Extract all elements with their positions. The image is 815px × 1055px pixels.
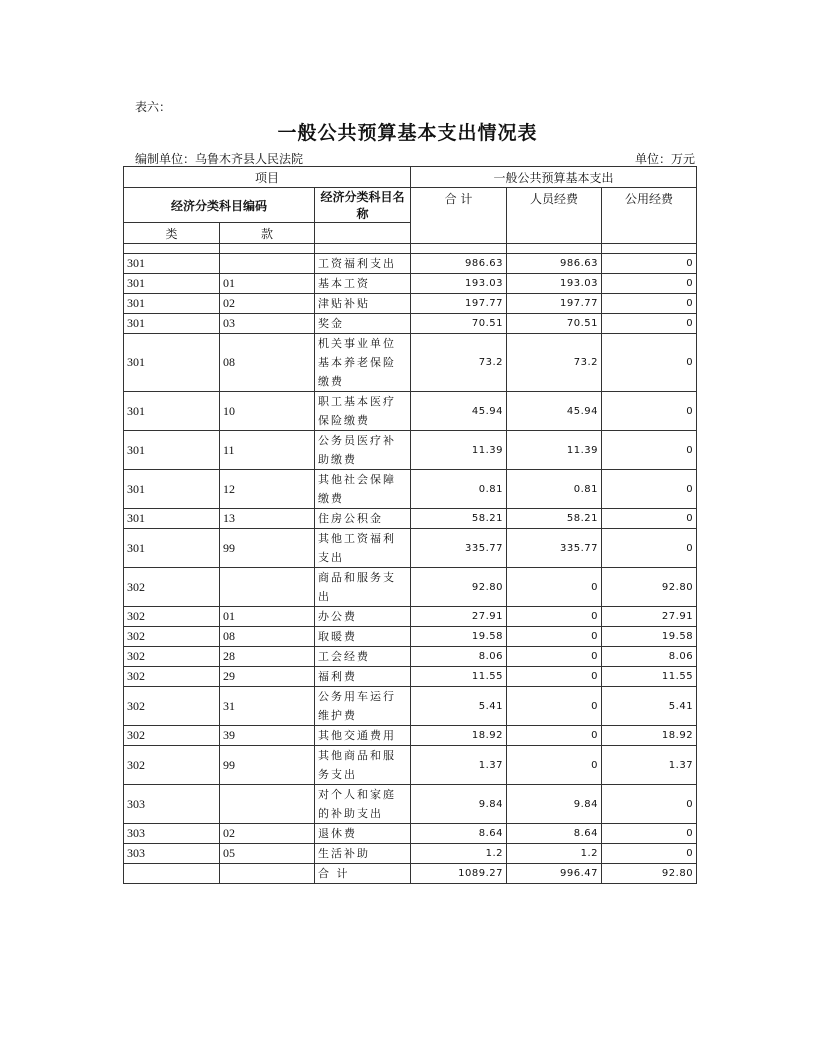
class-code: 302 [124,667,220,687]
section-code [220,568,315,607]
table-row [124,470,697,509]
table-row [124,726,697,746]
header-econ-code: 经济分类科目编码 [124,188,315,223]
subject-name: 住房公积金 [315,509,411,529]
personnel-amount: 73.2 [507,334,602,392]
total-amount: 8.06 [411,647,507,667]
public-amount: 0 [602,470,697,509]
section-code: 31 [220,687,315,726]
table-row [124,334,697,392]
subject-name: 其他交通费用 [315,726,411,746]
total-amount: 335.77 [411,529,507,568]
total-amount: 986.63 [411,254,507,274]
personnel-amount: 193.03 [507,274,602,294]
public-amount: 0 [602,509,697,529]
class-code: 301 [124,254,220,274]
subject-name: 其他工资福利支出 [315,529,411,568]
subject-name: 基本工资 [315,274,411,294]
class-code: 302 [124,687,220,726]
personnel-amount: 0 [507,726,602,746]
class-code: 302 [124,726,220,746]
section-code: 29 [220,667,315,687]
subject-name: 工资福利支出 [315,254,411,274]
class-code: 303 [124,824,220,844]
compiling-unit: 编制单位：乌鲁木齐县人民法院 [135,152,304,166]
header-budget-group: 一般公共预算基本支出 [411,167,697,188]
blank-cell [220,864,315,884]
class-code: 301 [124,529,220,568]
table-row [124,294,697,314]
public-amount: 0 [602,254,697,274]
personnel-amount: 986.63 [507,254,602,274]
personnel-amount: 0 [507,687,602,726]
subject-name: 奖金 [315,314,411,334]
section-code: 13 [220,509,315,529]
table-row [124,785,697,824]
subject-name: 取暖费 [315,627,411,647]
section-code: 12 [220,470,315,509]
section-code: 02 [220,294,315,314]
table-row [124,314,697,334]
personnel-amount: 0 [507,647,602,667]
header-econ-name: 经济分类科目名称 [315,188,411,223]
total-amount: 8.64 [411,824,507,844]
subject-name: 职工基本医疗保险缴费 [315,392,411,431]
section-code [220,254,315,274]
personnel-amount: 58.21 [507,509,602,529]
grand-total: 1089.27 [411,864,507,884]
subject-name: 退休费 [315,824,411,844]
public-amount: 0 [602,824,697,844]
section-code: 99 [220,746,315,785]
header-total: 合 计 [444,192,473,206]
header-public: 公用经费 [625,192,674,206]
class-code: 302 [124,568,220,607]
class-code: 301 [124,392,220,431]
table-row [124,392,697,431]
total-amount: 19.58 [411,627,507,647]
table-row [124,431,697,470]
section-code: 39 [220,726,315,746]
section-code: 03 [220,314,315,334]
table-row [124,254,697,274]
section-code: 11 [220,431,315,470]
personnel-amount: 11.39 [507,431,602,470]
public-amount: 0 [602,785,697,824]
total-amount: 92.80 [411,568,507,607]
grand-public: 92.80 [602,864,697,884]
subject-name: 福利费 [315,667,411,687]
section-code: 08 [220,627,315,647]
table-row [124,568,697,607]
public-amount: 0 [602,392,697,431]
personnel-amount: 0 [507,667,602,687]
table-row [124,844,697,864]
total-amount: 18.92 [411,726,507,746]
subject-name: 生活补助 [315,844,411,864]
personnel-amount: 9.84 [507,785,602,824]
class-code: 302 [124,627,220,647]
public-amount: 19.58 [602,627,697,647]
public-amount: 0 [602,294,697,314]
table-row [124,647,697,667]
personnel-amount: 0 [507,568,602,607]
table-row [124,627,697,647]
total-amount: 73.2 [411,334,507,392]
public-amount: 1.37 [602,746,697,785]
subject-name: 工会经费 [315,647,411,667]
public-amount: 0 [602,274,697,294]
public-amount: 0 [602,529,697,568]
subject-name: 公务员医疗补助缴费 [315,431,411,470]
public-amount: 92.80 [602,568,697,607]
total-amount: 45.94 [411,392,507,431]
section-code: 02 [220,824,315,844]
total-amount: 197.77 [411,294,507,314]
class-code: 302 [124,746,220,785]
total-amount: 5.41 [411,687,507,726]
section-code: 08 [220,334,315,392]
personnel-amount: 0 [507,746,602,785]
public-amount: 0 [602,334,697,392]
table-row [124,509,697,529]
header-personnel: 人员经费 [530,192,579,206]
table-row [124,687,697,726]
public-amount: 27.91 [602,607,697,627]
header-section: 款 [220,223,315,244]
table-row [124,824,697,844]
personnel-amount: 1.2 [507,844,602,864]
section-code: 05 [220,844,315,864]
class-code: 301 [124,509,220,529]
subject-name: 公务用车运行维护费 [315,687,411,726]
section-code [220,785,315,824]
personnel-amount: 45.94 [507,392,602,431]
total-row [124,864,697,884]
personnel-amount: 335.77 [507,529,602,568]
personnel-amount: 197.77 [507,294,602,314]
table-row [124,746,697,785]
class-code: 301 [124,314,220,334]
total-amount: 11.39 [411,431,507,470]
total-amount: 27.91 [411,607,507,627]
class-code: 302 [124,607,220,627]
personnel-amount: 8.64 [507,824,602,844]
subject-name: 商品和服务支出 [315,568,411,607]
subject-name: 津贴补贴 [315,294,411,314]
table-row [124,667,697,687]
personnel-amount: 70.51 [507,314,602,334]
public-amount: 18.92 [602,726,697,746]
subject-name: 其他社会保障缴费 [315,470,411,509]
total-amount: 58.21 [411,509,507,529]
section-code: 28 [220,647,315,667]
table-number-label: 表六： [135,100,172,114]
section-code: 10 [220,392,315,431]
class-code: 301 [124,274,220,294]
blank-cell [124,864,220,884]
subject-name: 机关事业单位基本养老保险缴费 [315,334,411,392]
public-amount: 11.55 [602,667,697,687]
section-code: 99 [220,529,315,568]
personnel-amount: 0 [507,627,602,647]
total-amount: 70.51 [411,314,507,334]
section-code: 01 [220,607,315,627]
public-amount: 5.41 [602,687,697,726]
subject-name: 对个人和家庭的补助支出 [315,785,411,824]
total-amount: 0.81 [411,470,507,509]
subject-name: 其他商品和服务支出 [315,746,411,785]
class-code: 303 [124,844,220,864]
public-amount: 0 [602,431,697,470]
class-code: 302 [124,647,220,667]
public-amount: 0 [602,314,697,334]
header-item: 项目 [124,167,411,188]
total-amount: 9.84 [411,785,507,824]
class-code: 301 [124,334,220,392]
class-code: 301 [124,294,220,314]
total-amount: 1.37 [411,746,507,785]
table-row [124,274,697,294]
total-label: 合 计 [315,864,411,884]
subject-name: 办公费 [315,607,411,627]
section-code: 01 [220,274,315,294]
total-amount: 11.55 [411,667,507,687]
total-amount: 1.2 [411,844,507,864]
class-code: 301 [124,431,220,470]
page-title: 一般公共预算基本支出情况表 [277,122,538,144]
header-class: 类 [124,223,220,244]
total-amount: 193.03 [411,274,507,294]
budget-table [123,166,697,884]
currency-unit: 单位：万元 [634,152,695,166]
public-amount: 0 [602,844,697,864]
class-code: 303 [124,785,220,824]
grand-personnel: 996.47 [507,864,602,884]
personnel-amount: 0.81 [507,470,602,509]
class-code: 301 [124,470,220,509]
table-row [124,529,697,568]
personnel-amount: 0 [507,607,602,627]
table-row [124,607,697,627]
public-amount: 8.06 [602,647,697,667]
